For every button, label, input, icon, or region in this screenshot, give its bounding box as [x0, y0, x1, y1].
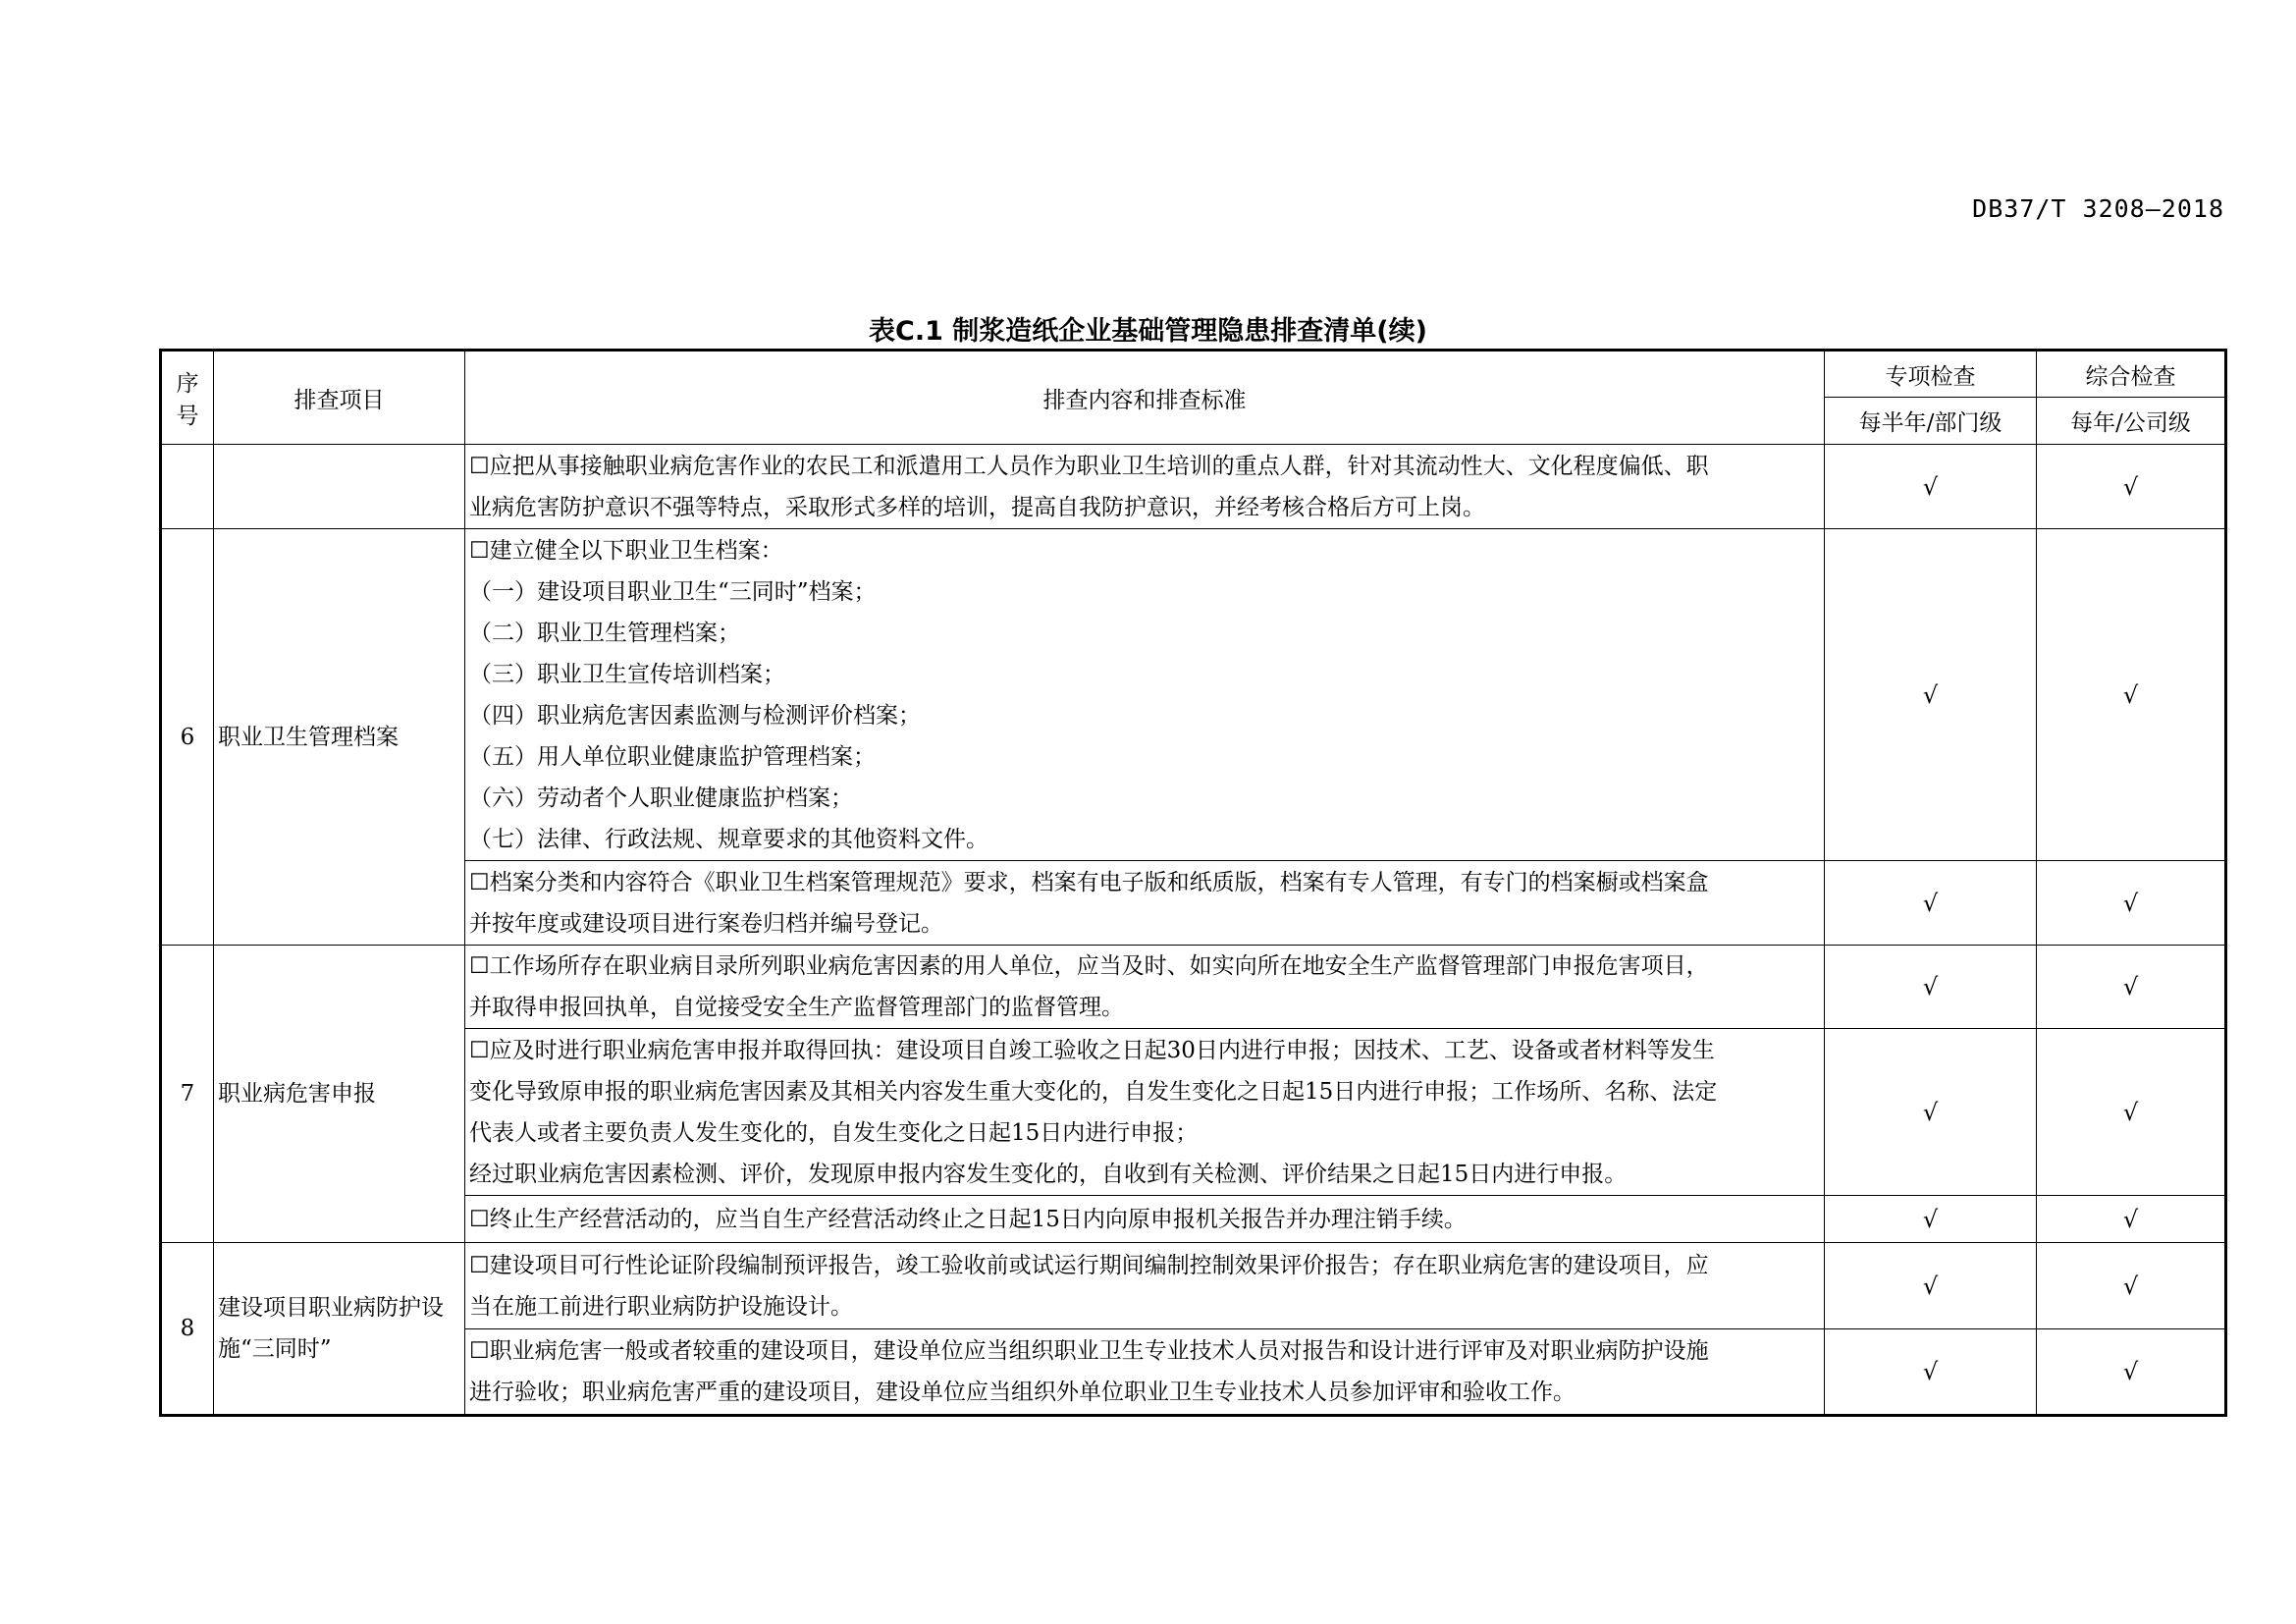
special-check-mark: √	[1825, 946, 2037, 1029]
content-cell	[465, 946, 1825, 1029]
table-row	[161, 1029, 2226, 1196]
inspection-table	[159, 349, 2227, 1417]
special-check-mark: √	[1825, 1329, 2037, 1416]
content-line: （三）职业卫生宣传培训档案；	[469, 661, 785, 687]
table-title: 表C.1 制浆造纸企业基础管理隐患排查清单(续)	[869, 316, 1427, 347]
comprehensive-check-mark: √	[2037, 946, 2226, 1029]
table-row	[161, 1329, 2226, 1416]
header-content: 排查内容和排查标准	[465, 351, 1825, 445]
content-line: ☐建设项目可行性论证阶段编制预评报告，竣工验收前或试运行期间编制控制效果评价报告；存在职业病危害的建设项目，应	[469, 1252, 1709, 1278]
content-line: 并取得申报回执单，自觉接受安全生产监督管理部门的监督管理。	[469, 995, 1124, 1020]
content-line: 并按年度或建设项目进行案卷归档并编号登记。	[469, 910, 943, 937]
seq-cell: 8	[161, 1243, 214, 1416]
comprehensive-check-mark: √	[2037, 1329, 2226, 1416]
seq-cell: 7	[161, 946, 214, 1243]
content-line: 当在施工前进行职业病防护设施设计。	[469, 1293, 853, 1320]
item-line: 施“三同时”	[218, 1336, 332, 1362]
content-line: 变化导致原申报的职业病危害因素及其相关内容发生重大变化的，自发生变化之日起15日内进行申报；工作场所、名称、法定	[469, 1078, 1718, 1105]
header-seq-line2: 号	[176, 404, 199, 429]
content-line: ☐建立健全以下职业卫生档案：	[469, 537, 783, 564]
table-row	[161, 1196, 2226, 1243]
content-line: ☐应及时进行职业病危害申报并取得回执：建设项目自竣工验收之日起30日内进行申报；因技术、工艺、设备或者材料等发生	[469, 1037, 1715, 1063]
document-code: DB37/T 3208—2018	[1972, 194, 2224, 223]
seq-cell-empty	[161, 445, 214, 529]
content-cell	[465, 861, 1825, 946]
item-cell: 职业病危害申报	[214, 946, 465, 1243]
table-row	[161, 861, 2226, 946]
seq-cell: 6	[161, 529, 214, 946]
comprehensive-check-mark: √	[2037, 1243, 2226, 1329]
content-line: ☐工作场所存在职业病目录所列职业病危害因素的用人单位，应当及时、如实向所在地安全生产监督管理部门申报危害项目，	[469, 953, 1709, 979]
table-row	[161, 1243, 2226, 1329]
content-line: ☐应把从事接触职业病危害作业的农民工和派遣用工人员作为职业卫生培训的重点人群，针对其流动性大、文化程度偏低、职	[469, 453, 1709, 479]
item-cell	[214, 1243, 465, 1416]
special-check-mark: √	[1825, 529, 2037, 861]
special-check-mark: √	[1825, 861, 2037, 946]
comprehensive-check-mark: √	[2037, 529, 2226, 861]
header-special-freq: 每半年/部门级	[1825, 398, 2037, 445]
content-line: （五）用人单位职业健康监护管理档案；	[469, 743, 876, 770]
item-cell: 职业卫生管理档案	[214, 529, 465, 946]
content-line: ☐终止生产经营活动的，应当自生产经营活动终止之日起15日内向原申报机关报告并办理注销手续。	[469, 1206, 1467, 1232]
content-line: 业病危害防护意识不强等特点，采取形式多样的培训，提高自我防护意识，并经考核合格后方可上岗。	[469, 494, 1485, 520]
content-line: 经过职业病危害因素检测、评价，发现原申报内容发生变化的，自收到有关检测、评价结果之日起15日内进行申报。	[469, 1161, 1628, 1187]
content-line: （七）法律、行政法规、规章要求的其他资料文件。	[469, 826, 988, 852]
comprehensive-check-mark: √	[2037, 861, 2226, 946]
header-seq-line1: 序	[176, 371, 199, 397]
header-special: 专项检查	[1825, 351, 2037, 398]
item-line: 建设项目职业病防护设	[218, 1295, 444, 1321]
header-row	[161, 351, 2226, 398]
content-line: （六）劳动者个人职业健康监护档案；	[469, 785, 853, 811]
special-check-mark: √	[1825, 1029, 2037, 1196]
content-line: （四）职业病危害因素监测与检测评价档案；	[469, 702, 921, 729]
content-line: 代表人或者主要负责人发生变化的，自发生变化之日起15日内进行申报；	[469, 1119, 1199, 1146]
content-cell	[465, 1029, 1825, 1196]
content-line: （一）建设项目职业卫生“三同时”档案；	[469, 578, 877, 605]
item-cell-empty	[214, 445, 465, 529]
table-row	[161, 946, 2226, 1029]
content-line: （二）职业卫生管理档案；	[469, 620, 740, 646]
comprehensive-check-mark: √	[2037, 445, 2226, 529]
comprehensive-check-mark: √	[2037, 1196, 2226, 1243]
content-cell	[465, 445, 1825, 529]
special-check-mark: √	[1825, 445, 2037, 529]
table-row	[161, 445, 2226, 529]
content-line: 进行验收；职业病危害严重的建设项目，建设单位应当组织外单位职业卫生专业技术人员参加评审和验收工作。	[469, 1380, 1575, 1405]
table-row	[161, 529, 2226, 861]
content-cell	[465, 1196, 1825, 1243]
content-line: ☐职业病危害一般或者较重的建设项目，建设单位应当组织职业卫生专业技术人员对报告和设计进行评审及对职业病防护设施	[469, 1338, 1709, 1364]
content-cell	[465, 1329, 1825, 1416]
header-seq	[161, 351, 214, 445]
special-check-mark: √	[1825, 1196, 2037, 1243]
content-line: ☐档案分类和内容符合《职业卫生档案管理规范》要求，档案有电子版和纸质版，档案有专人管理，有专门的档案橱或档案盒	[469, 869, 1709, 895]
header-comprehensive-freq: 每年/公司级	[2037, 398, 2226, 445]
header-item: 排查项目	[214, 351, 465, 445]
content-cell	[465, 529, 1825, 861]
header-comprehensive: 综合检查	[2037, 351, 2226, 398]
special-check-mark: √	[1825, 1243, 2037, 1329]
comprehensive-check-mark: √	[2037, 1029, 2226, 1196]
content-cell	[465, 1243, 1825, 1329]
